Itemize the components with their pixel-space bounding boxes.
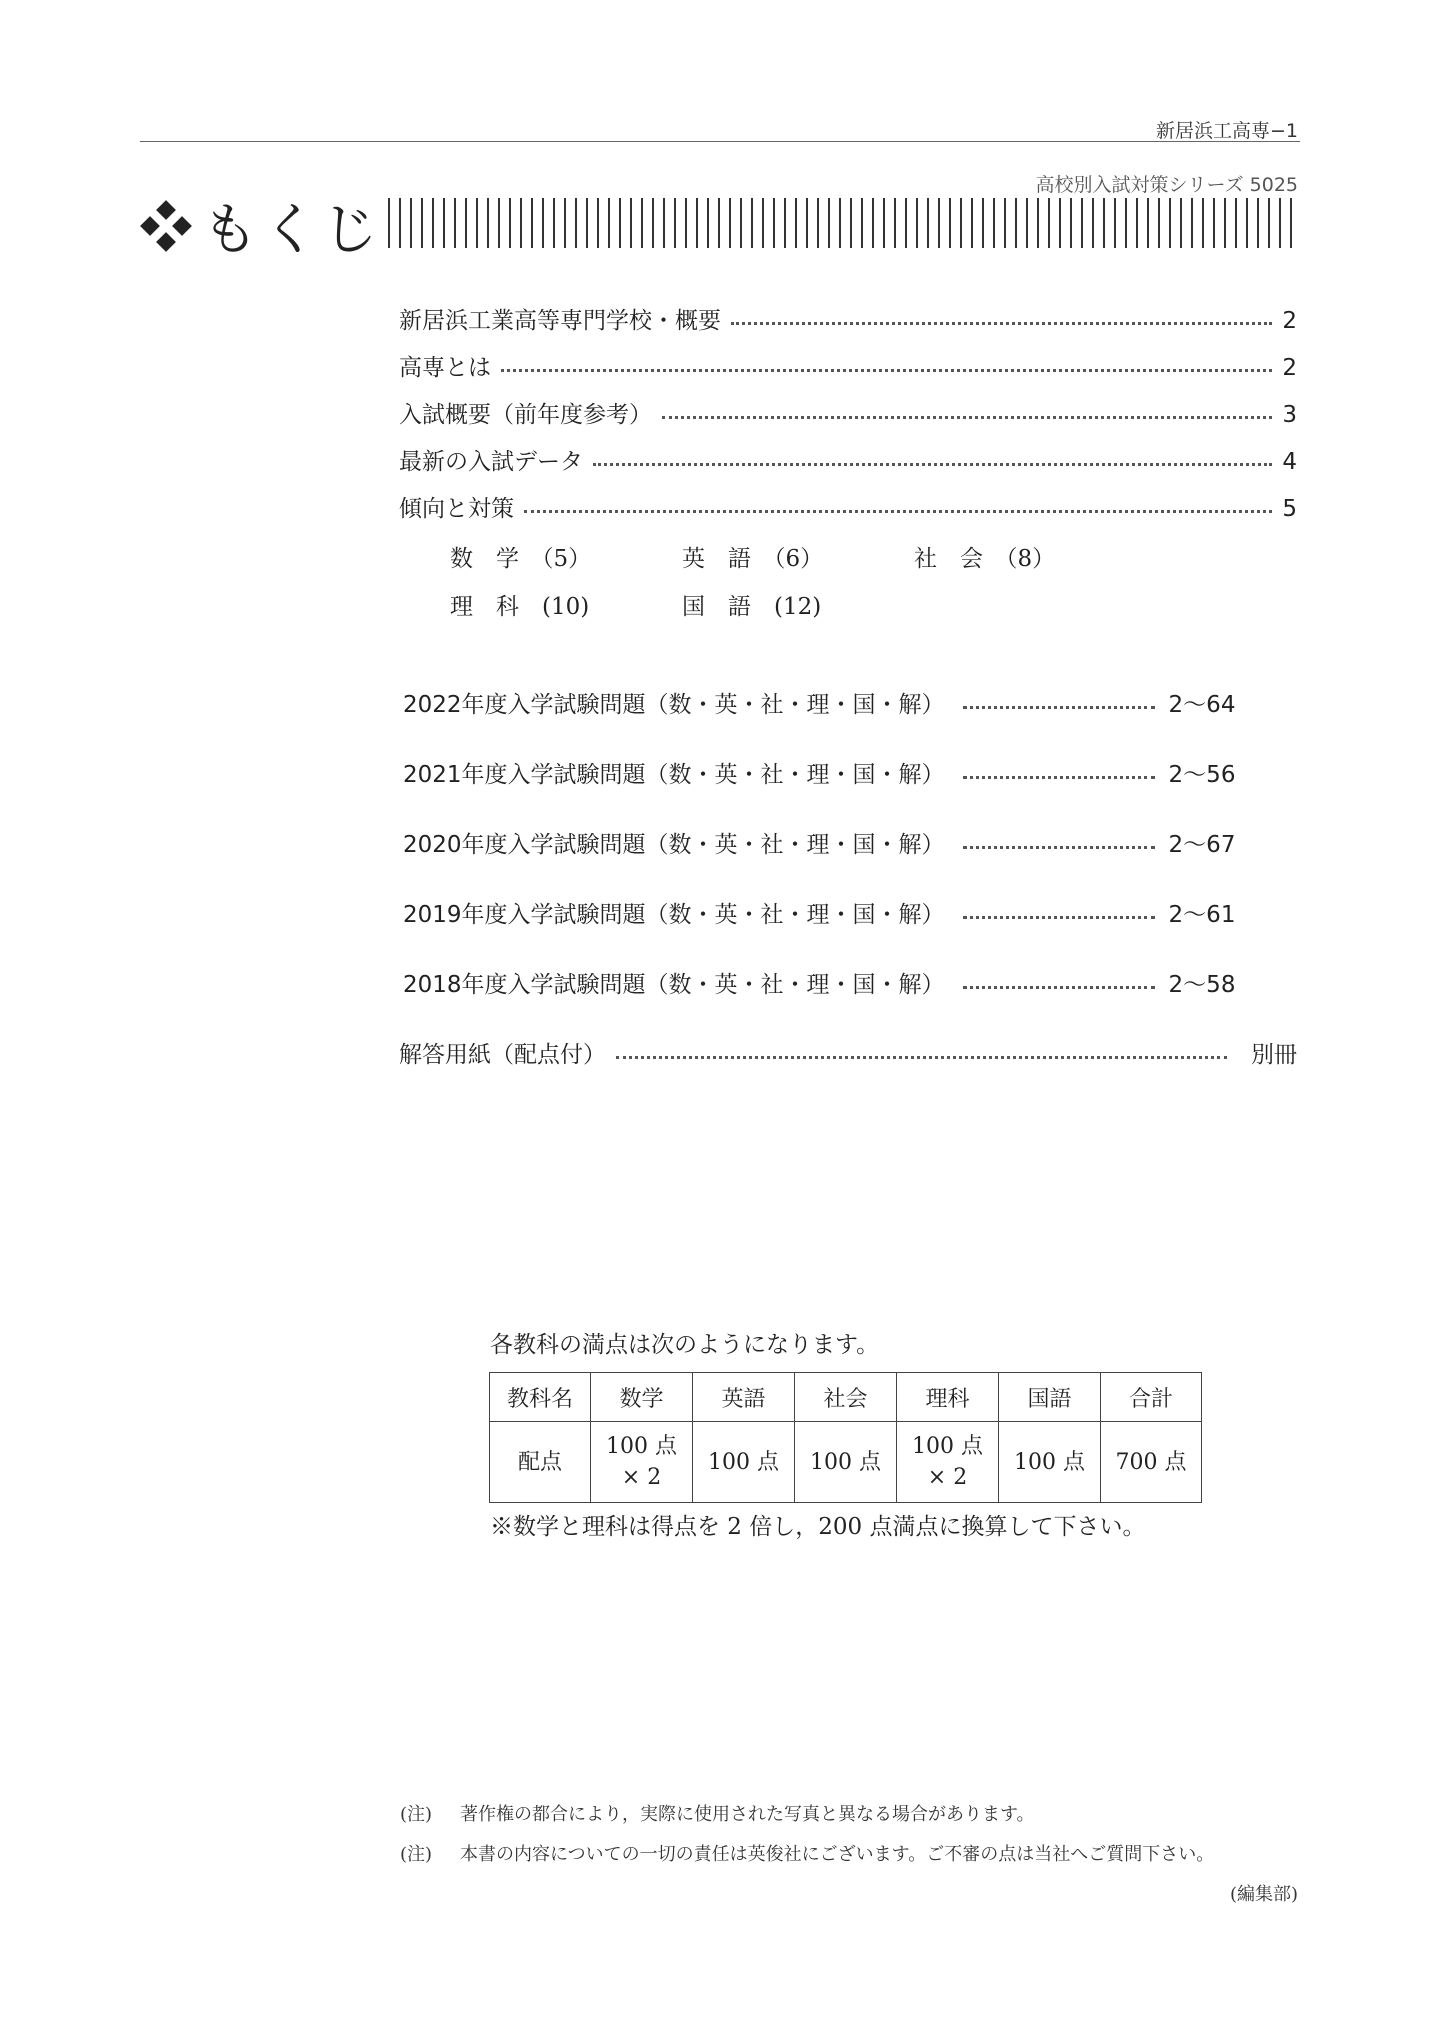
score-table-points-row: [490, 1422, 1202, 1503]
header-rule: [140, 141, 1300, 142]
header-english: 英語: [693, 1373, 795, 1422]
header-japanese: 国語: [999, 1373, 1101, 1422]
toc-label: 新居浜工業高等専門学校・概要: [399, 308, 721, 334]
exam-leader: [963, 986, 1155, 989]
exam-pages: 2〜56: [1168, 762, 1236, 788]
toc-label: 解答用紙（配点付）: [399, 1042, 606, 1068]
toc-leader: [524, 510, 1272, 513]
points-science: 100 点 × 2: [897, 1422, 999, 1503]
diamond-ornament-icon: [140, 200, 192, 252]
toc-item-exam-2022[interactable]: [403, 686, 1297, 719]
toc-leader: [501, 369, 1272, 372]
score-table: [489, 1372, 1202, 1503]
points-total: 700 点: [1101, 1422, 1202, 1503]
toc-leader: [593, 463, 1272, 466]
editor-credit: (編集部): [1229, 1884, 1298, 1905]
points-math: 100 点 × 2: [591, 1422, 693, 1503]
toc-page: 2: [1282, 355, 1297, 381]
header-science: 理科: [897, 1373, 999, 1422]
header-subject: 教科名: [490, 1373, 591, 1422]
subject-japanese[interactable]: 国 語 (12): [682, 594, 822, 620]
scores-caption: 各教科の満点は次のようになります。: [490, 1332, 880, 1358]
toc-item-exam-2020[interactable]: [403, 826, 1297, 859]
exam-pages: 2〜61: [1168, 902, 1236, 928]
exam-label: 2022年度入学試験問題（数・英・社・理・国・解）: [403, 692, 945, 718]
toc-page: 5: [1282, 496, 1297, 522]
toc-page: 3: [1282, 402, 1297, 428]
points-social: 100 点: [795, 1422, 897, 1503]
toc-item-exam-2019[interactable]: [403, 896, 1297, 929]
subject-english[interactable]: 英 語 （6）: [682, 546, 824, 572]
score-table-header-row: [490, 1373, 1202, 1422]
exam-label: 2020年度入学試験問題（数・英・社・理・国・解）: [403, 832, 945, 858]
series-label: 高校別入試対策シリーズ 5025: [1035, 174, 1298, 196]
title-block: [140, 186, 382, 266]
exam-label: 2019年度入学試験問題（数・英・社・理・国・解）: [403, 902, 945, 928]
toc-label: 傾向と対策: [399, 496, 514, 522]
points-english: 100 点: [693, 1422, 795, 1503]
toc-item-exam-2018[interactable]: [403, 966, 1297, 999]
toc-item-exam-2021[interactable]: [403, 756, 1297, 789]
toc-item-answer-sheet[interactable]: [399, 1036, 1297, 1069]
subject-math[interactable]: 数 学 （5）: [450, 546, 592, 572]
header-total: 合計: [1101, 1373, 1202, 1422]
running-header: 新居浜工高専−1: [1155, 120, 1298, 142]
toc-page: 2: [1282, 308, 1297, 334]
toc-item-trends[interactable]: [399, 490, 1297, 523]
subject-social[interactable]: 社 会 （8）: [914, 546, 1056, 572]
scores-note: ※数学と理科は得点を 2 倍し，200 点満点に換算して下さい。: [490, 1514, 1146, 1540]
toc-item-exam-data[interactable]: [399, 443, 1297, 476]
subject-science[interactable]: 理 科 (10): [450, 594, 590, 620]
page-title: もくじ: [202, 198, 382, 263]
exam-label: 2018年度入学試験問題（数・英・社・理・国・解）: [403, 972, 945, 998]
title-decoration-bars: [388, 198, 1300, 248]
exam-leader: [963, 776, 1155, 779]
header-social: 社会: [795, 1373, 897, 1422]
toc-label: 入試概要（前年度参考）: [399, 402, 652, 428]
exam-leader: [963, 846, 1155, 849]
toc-label: 最新の入試データ: [399, 449, 583, 475]
exam-pages: 2〜58: [1168, 972, 1236, 998]
exam-pages: 2〜64: [1168, 692, 1236, 718]
points-japanese: 100 点: [999, 1422, 1101, 1503]
footnote-copyright: (注) 著作権の都合により，実際に使用された写真と異なる場合があります。: [400, 1804, 1035, 1825]
footnote-responsibility: (注) 本書の内容についての一切の責任は英俊社にございます。ご不審の点は当社へご質問下さい。: [400, 1844, 1215, 1865]
toc-leader: [662, 416, 1272, 419]
toc-label: 高専とは: [399, 355, 491, 381]
exam-pages: 2〜67: [1168, 832, 1236, 858]
toc-item-overview[interactable]: [399, 302, 1297, 335]
exam-leader: [963, 916, 1155, 919]
points-label: 配点: [490, 1422, 591, 1503]
header-math: 数学: [591, 1373, 693, 1422]
toc-item-exam-outline[interactable]: [399, 396, 1297, 429]
toc-leader: [616, 1056, 1227, 1059]
exam-leader: [963, 706, 1155, 709]
toc-leader: [731, 322, 1272, 325]
toc-page: 4: [1282, 449, 1297, 475]
exam-label: 2021年度入学試験問題（数・英・社・理・国・解）: [403, 762, 945, 788]
toc-item-kosen[interactable]: [399, 349, 1297, 382]
toc-page: 別冊: [1251, 1042, 1297, 1068]
